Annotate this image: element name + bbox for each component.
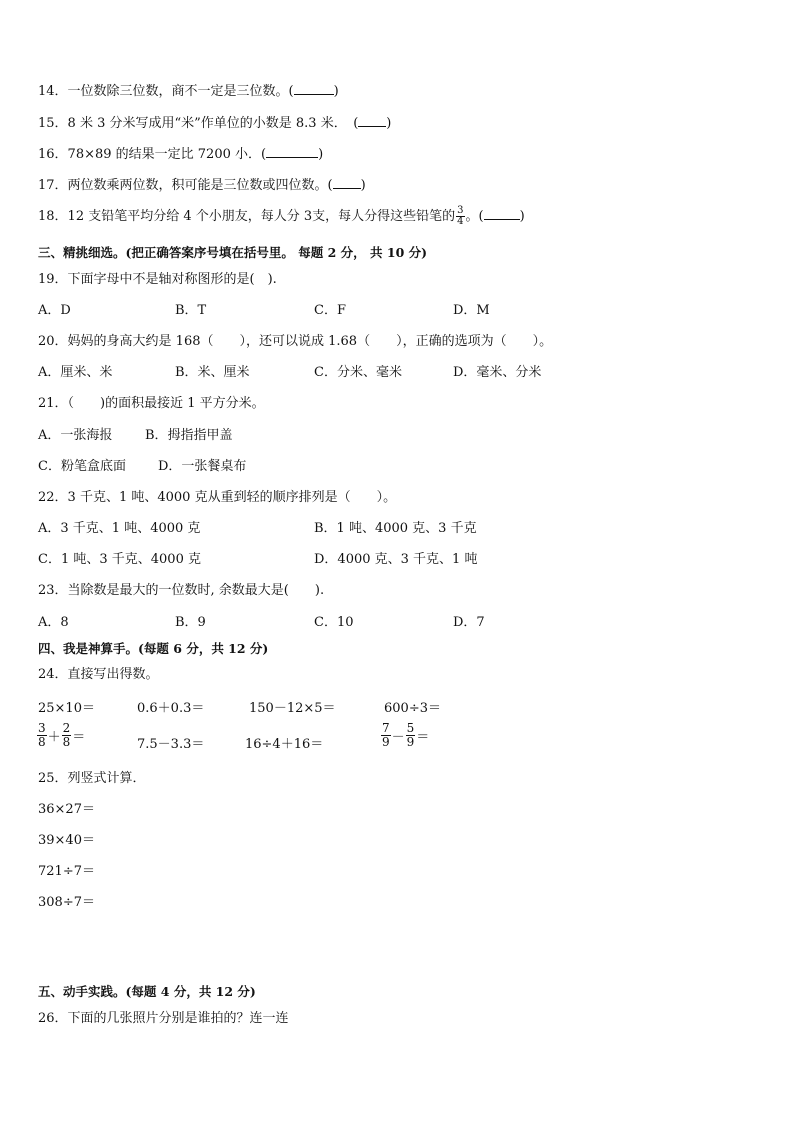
fraction: $\frac{5}{9}$ bbox=[406, 721, 415, 749]
question-15: 15．8 米 3 分米写成用“米”作单位的小数是 8.3 米． ( ) bbox=[38, 116, 392, 131]
question-18: 18．12 支铅笔平均分给 4 个小朋友，每人分 3支，每人分得这些铅笔的 $\frac{3}{4}$ 。( ) bbox=[38, 205, 525, 227]
option-c[interactable]: C．粉笔盒底面 bbox=[38, 459, 126, 474]
question-22: 22．3 千克、1 吨、4000 克从重到轻的顺序排列是（ ）。 bbox=[38, 490, 397, 505]
option-c[interactable]: C．10 bbox=[314, 615, 354, 630]
option-d[interactable]: D．M bbox=[453, 303, 490, 318]
calc-item: 25×10＝ bbox=[38, 701, 95, 716]
question-20: 20．妈妈的身高大约是 168（ ），还可以说成 1.68（ ），正确的选项为（ ）。 bbox=[38, 334, 553, 349]
answer-blank[interactable] bbox=[294, 82, 334, 95]
vertical-calc-item: 39×40＝ bbox=[38, 833, 95, 848]
calc-item-fraction-add: $\frac{3}{8}$ ＋ $\frac{2}{8}$ ＝ bbox=[38, 721, 86, 749]
section-4-heading: 四、我是神算手。(每题 6 分，共 12 分) bbox=[38, 641, 269, 656]
fraction: $\frac{3}{4}$ bbox=[457, 205, 464, 227]
question-16: 16．78×89 的结果一定比 7200 小．( ) bbox=[38, 147, 324, 162]
question-24: 24．直接写出得数。 bbox=[38, 667, 159, 682]
option-c[interactable]: C．F bbox=[314, 303, 346, 318]
vertical-calc-item: 36×27＝ bbox=[38, 802, 95, 817]
option-d[interactable]: D．一张餐桌布 bbox=[158, 459, 247, 474]
calc-item: 7.5－3.3＝ bbox=[137, 737, 205, 752]
option-d[interactable]: D．毫米、分米 bbox=[453, 365, 542, 380]
option-c[interactable]: C．1 吨、3 千克、4000 克 bbox=[38, 552, 201, 567]
vertical-calc-item: 308÷7＝ bbox=[38, 895, 95, 910]
answer-blank[interactable] bbox=[484, 207, 520, 220]
calc-item: 0.6＋0.3＝ bbox=[137, 701, 205, 716]
option-a[interactable]: A．厘米、米 bbox=[38, 365, 113, 380]
option-a[interactable]: A．D bbox=[38, 303, 71, 318]
option-a[interactable]: A．3 千克、1 吨、4000 克 bbox=[38, 521, 201, 536]
question-25: 25．列竖式计算． bbox=[38, 771, 146, 786]
question-23: 23．当除数是最大的一位数时, 余数最大是( ). bbox=[38, 583, 325, 598]
option-b[interactable]: B．T bbox=[175, 303, 207, 318]
answer-blank[interactable] bbox=[333, 176, 361, 189]
option-a[interactable]: A．8 bbox=[38, 615, 69, 630]
calc-item: 600÷3＝ bbox=[384, 701, 441, 716]
option-c[interactable]: C．分米、毫米 bbox=[314, 365, 402, 380]
option-b[interactable]: B．拇指指甲盖 bbox=[145, 428, 233, 443]
option-b[interactable]: B．1 吨、4000 克、3 千克 bbox=[314, 521, 477, 536]
fraction: $\frac{7}{9}$ bbox=[382, 721, 390, 749]
option-b[interactable]: B．米、厘米 bbox=[175, 365, 250, 380]
option-d[interactable]: D．7 bbox=[453, 615, 485, 630]
calc-item: 150－12×5＝ bbox=[249, 701, 336, 716]
option-d[interactable]: D．4000 克、3 千克、1 吨 bbox=[314, 552, 478, 567]
answer-blank[interactable] bbox=[358, 114, 386, 127]
calc-item-fraction-sub: $\frac{7}{9}$ － $\frac{5}{9}$ ＝ bbox=[382, 721, 430, 749]
question-19: 19．下面字母中不是轴对称图形的是( ). bbox=[38, 272, 277, 287]
fraction: $\frac{2}{8}$ bbox=[62, 721, 71, 749]
question-14: 14．一位数除三位数，商不一定是三位数。( ) bbox=[38, 84, 339, 99]
fraction: $\frac{3}{8}$ bbox=[38, 721, 46, 749]
question-17: 17．两位数乘两位数，积可能是三位数或四位数。( ) bbox=[38, 178, 366, 193]
section-3-heading: 三、精挑细选。(把正确答案序号填在括号里。 每题 2 分， 共 10 分) bbox=[38, 245, 428, 260]
vertical-calc-item: 721÷7＝ bbox=[38, 864, 95, 879]
option-b[interactable]: B．9 bbox=[175, 615, 206, 630]
option-a[interactable]: A．一张海报 bbox=[38, 428, 113, 443]
section-5-heading: 五、动手实践。(每题 4 分，共 12 分) bbox=[38, 984, 256, 999]
calc-item: 16÷4＋16＝ bbox=[245, 737, 324, 752]
answer-blank[interactable] bbox=[266, 145, 318, 158]
question-21: 21．（ )的面积最接近 1 平方分米。 bbox=[38, 396, 265, 411]
question-26: 26．下面的几张照片分别是谁拍的？连一连 bbox=[38, 1011, 289, 1026]
